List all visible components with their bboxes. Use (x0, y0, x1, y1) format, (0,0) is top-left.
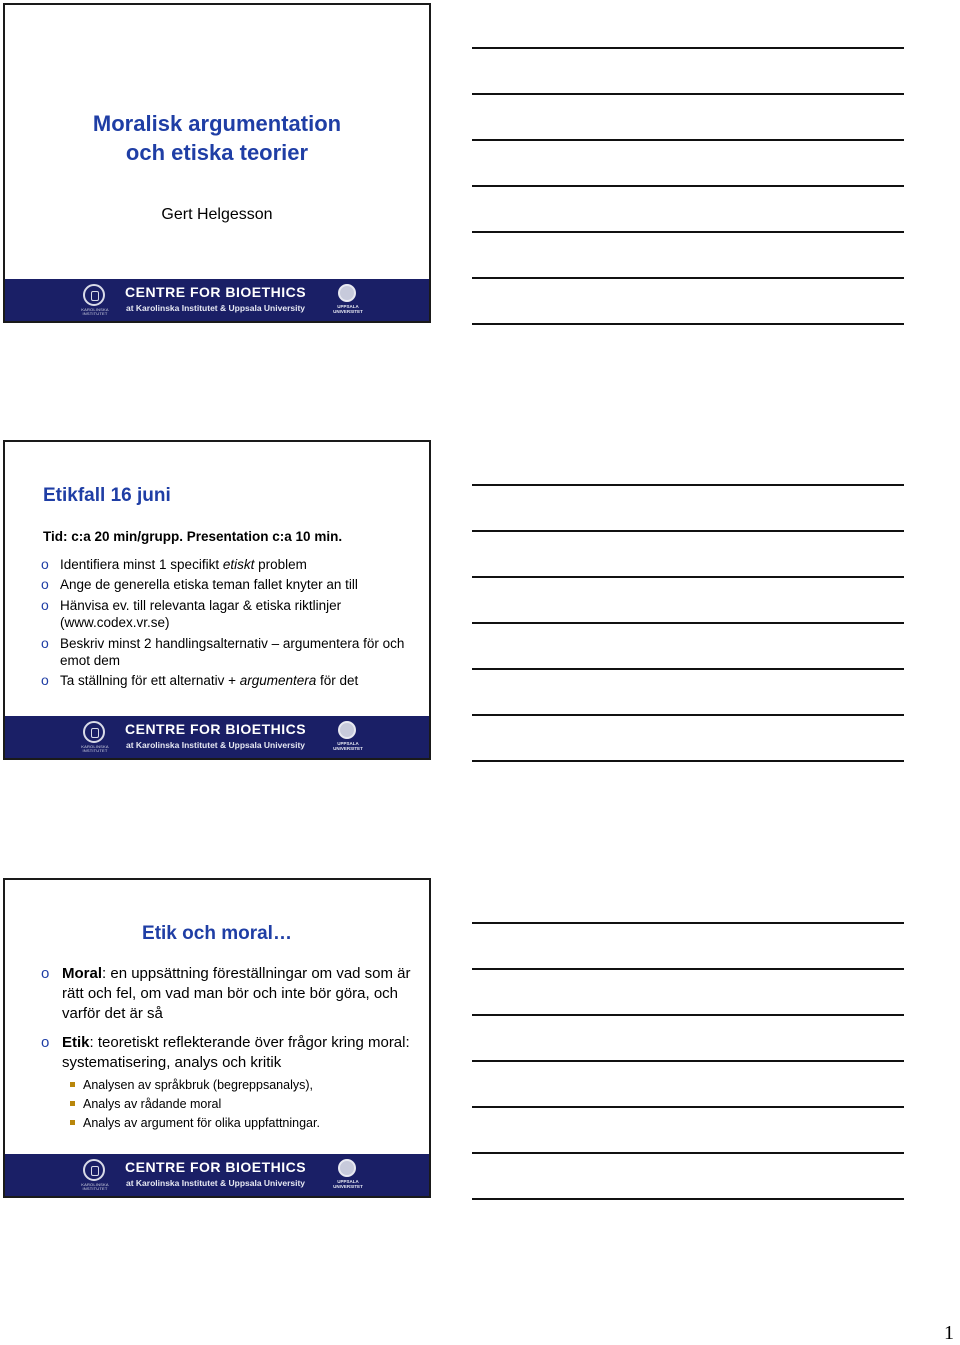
bullet-marker: o (41, 635, 49, 651)
uppsala-seal-icon (338, 721, 356, 739)
slide-3-subitem-3 (69, 1115, 409, 1131)
slide-2-bullet-4 (41, 635, 411, 669)
karolinska-logo-text: KAROLINSKA INSTITUTET (81, 1182, 109, 1191)
bullet-marker: o (41, 672, 49, 688)
bioethics-banner (5, 279, 429, 321)
bullet-marker: o (41, 1034, 50, 1051)
note-line (472, 530, 904, 532)
karolinska-seal-icon (83, 284, 105, 306)
note-line (472, 185, 904, 187)
subitem-text: Analys av rådande moral (83, 1097, 222, 1111)
uppsala-seal-icon (338, 284, 356, 302)
note-line (472, 277, 904, 279)
bullet-emphasis: argumentera (239, 673, 317, 688)
note-line (472, 1198, 904, 1200)
note-line (472, 622, 904, 624)
note-line (472, 484, 904, 486)
bullet-text: Ange de generella etiska teman fallet knyter an till (60, 577, 358, 592)
note-line (472, 922, 904, 924)
slide-3-subitem-2 (69, 1096, 409, 1112)
bullet-text: Identifiera minst 1 specifikt (60, 557, 223, 572)
subitem-text: Analys av argument för olika uppfattningar. (83, 1116, 320, 1130)
note-line (472, 1060, 904, 1062)
karolinska-logo-text: KAROLINSKA INSTITUTET (81, 307, 109, 316)
note-line (472, 231, 904, 233)
slide-3-bullet-etik (41, 1033, 411, 1073)
page-number: 1 (944, 1322, 954, 1344)
slide-2 (3, 440, 431, 760)
term-moral: Moral (62, 965, 103, 982)
slide-1-title-line-2: och etiska teorier (125, 140, 309, 165)
note-line (472, 1152, 904, 1154)
bioethics-banner (5, 1154, 429, 1196)
square-bullet-icon (70, 1101, 75, 1106)
note-line (472, 714, 904, 716)
note-line (472, 668, 904, 670)
slide-2-bullet-2 (41, 576, 411, 593)
uppsala-logo-text: UPPSALA UNIVERSITET (333, 741, 363, 751)
slide-2-bullet-5 (41, 672, 411, 689)
subitem-text: Analysen av språkbruk (begreppsanalys), (83, 1078, 313, 1092)
bullet-emphasis: etiskt (222, 557, 255, 572)
slide-3-bullet-moral (41, 964, 411, 1024)
karolinska-seal-icon (83, 1159, 105, 1181)
definition-moral: : en uppsättning föreställningar om vad som är rätt och fel, om vad man bör och inte bör göra, och varför det är så (62, 965, 411, 1022)
bullet-marker: o (41, 556, 49, 572)
slide-3-title: Etik och moral… (142, 923, 292, 944)
bullet-text: Hänvisa ev. till relevanta lagar & etiska riktlinjer (www.codex.vr.se) (60, 598, 342, 630)
note-line (472, 93, 904, 95)
definition-etik: : teoretiskt reflekterande över frågor kring moral: systematisering, analys och kritik (62, 1034, 410, 1071)
slide-3-subitem-1 (69, 1077, 409, 1093)
bullet-marker: o (41, 965, 50, 982)
banner-subtitle: at Karolinska Institutet & Uppsala University (126, 303, 306, 313)
note-line (472, 139, 904, 141)
bioethics-banner (5, 716, 429, 758)
square-bullet-icon (70, 1120, 75, 1125)
bullet-text: Ta ställning för ett alternativ + (60, 673, 240, 688)
term-etik: Etik (62, 1034, 90, 1051)
bullet-text: för det (316, 673, 359, 688)
karolinska-seal-icon (83, 721, 105, 743)
banner-title: CENTRE FOR BIOETHICS (125, 721, 307, 737)
slide-2-subtitle: Tid: c:a 20 min/grupp. Presentation c:a 10 min. (43, 529, 343, 544)
uppsala-logo-text: UPPSALA UNIVERSITET (333, 304, 363, 314)
slide-1-title-line-1: Moralisk argumentation (92, 111, 342, 136)
slide-3 (3, 878, 431, 1198)
uppsala-seal-icon (338, 1159, 356, 1177)
slide-1-title (5, 109, 429, 167)
uppsala-logo-text: UPPSALA UNIVERSITET (333, 1179, 363, 1189)
square-bullet-icon (70, 1082, 75, 1087)
note-line (472, 47, 904, 49)
banner-title: CENTRE FOR BIOETHICS (125, 1159, 307, 1175)
note-line (472, 1014, 904, 1016)
note-line (472, 1106, 904, 1108)
note-line (472, 760, 904, 762)
slide-2-title: Etikfall 16 juni (43, 485, 171, 506)
banner-subtitle: at Karolinska Institutet & Uppsala University (126, 740, 306, 750)
banner-title: CENTRE FOR BIOETHICS (125, 284, 307, 300)
slide-1 (3, 3, 431, 323)
note-line (472, 323, 904, 325)
bullet-marker: o (41, 576, 49, 592)
slide-1-author: Gert Helgesson (161, 206, 273, 223)
banner-subtitle: at Karolinska Institutet & Uppsala University (126, 1178, 306, 1188)
note-line (472, 968, 904, 970)
bullet-text: problem (254, 557, 307, 572)
slide-2-bullet-3 (41, 597, 411, 631)
bullet-marker: o (41, 597, 49, 613)
karolinska-logo-text: KAROLINSKA INSTITUTET (81, 744, 109, 753)
bullet-text: Beskriv minst 2 handlingsalternativ – argumentera för och emot dem (60, 636, 405, 668)
slide-2-bullet-1 (41, 556, 411, 573)
note-line (472, 576, 904, 578)
